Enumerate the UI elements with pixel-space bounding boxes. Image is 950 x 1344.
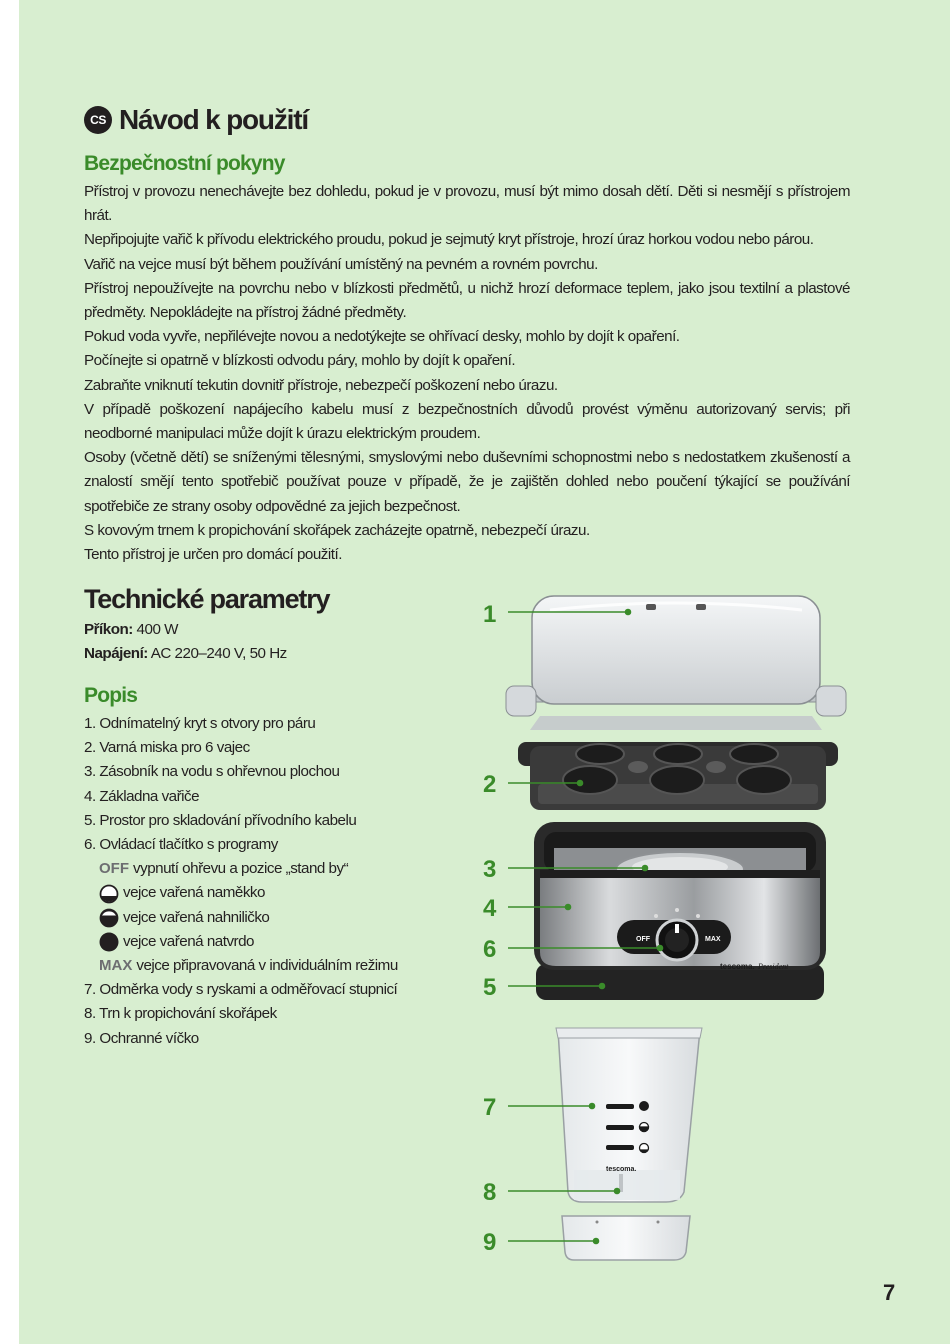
program-hard-text: vejce vařená natvrdo [123, 932, 254, 950]
list-item: 6. Ovládací tlačítko s programy [84, 836, 278, 854]
list-item: 8. Trn k propichování skořápek [84, 1005, 277, 1023]
power-line [84, 618, 444, 642]
callout-5: 5 [483, 974, 497, 1001]
safety-paragraph: Přístroj v provozu nenechávejte bez dohledu, pokud je v provozu, musí být mimo dosah dětí. Děti si nesmějí s přístrojem hrát. [84, 183, 850, 225]
list-item: 2. Varná miska pro 6 vajec [84, 739, 250, 757]
callout-8: 8 [483, 1179, 497, 1206]
safety-paragraph: Vařič na vejce musí být během používání umístěný na pevném a rovném povrchu. [84, 255, 598, 273]
tech-heading: Technické parametry [84, 584, 330, 614]
supply-line [84, 642, 444, 666]
protective-cap-part [562, 1216, 690, 1260]
power-value: 400 W [132, 621, 178, 638]
tech-params [84, 618, 444, 666]
page-title: Návod k použití [119, 104, 308, 135]
callout-7: 7 [483, 1094, 497, 1121]
page-number: 7 [883, 1280, 896, 1305]
program-soft-text: vejce vařená naměkko [123, 884, 265, 902]
language-badge-icon: CS [84, 106, 112, 134]
callout-3: 3 [483, 856, 497, 883]
power-label: Příkon: [84, 621, 133, 638]
callout-9: 9 [483, 1229, 497, 1256]
list-item: 9. Ochranné víčko [84, 1029, 199, 1047]
callout-4: 4 [483, 895, 497, 922]
list-item: 4. Základna vařiče [84, 787, 200, 805]
callout-2: 2 [483, 771, 497, 798]
lid-part [506, 596, 846, 730]
safety-paragraph: V případě poškození napájecího kabelu musí z bezpečnostních důvodů provést výměnu autorizovaný servis; při neodborné manipulaci může dojít k úrazu elektrickým proudem. [84, 400, 850, 443]
page-margin-strip [0, 0, 19, 1344]
safety-paragraph: Přístroj nepoužívejte na povrchu nebo v blízkosti předmětů, u nichž hrozí deformace teplem, jako jsou textilní a plastové předměty. Nepokládejte na přístroj žádné předměty. [84, 279, 850, 322]
medium-egg-icon [99, 908, 119, 928]
egg-tray-part [518, 742, 838, 810]
safety-paragraph: Počínejte si opatrně v blízkosti odvodu páry, mohlo by dojít k opaření. [84, 352, 516, 370]
measuring-cup-part [556, 1028, 702, 1202]
base-part [534, 822, 826, 1000]
brand-line-label: President [758, 962, 789, 971]
safety-paragraph: Nepřipojujte vařič k přívodu elektrického proudu, pokud je sejmutý kryt přístroje, hrozí úraz horkou vodou nebo párou. [84, 231, 814, 249]
safety-instructions [84, 180, 850, 567]
program-max [84, 954, 464, 978]
list-item: 5. Prostor pro skladování přívodního kabelu [84, 811, 357, 829]
supply-value: AC 220–240 V, 50 Hz [147, 645, 287, 663]
program-medium [84, 906, 464, 930]
program-off-text: vypnutí ohřevu a pozice „stand by“ [133, 860, 349, 878]
program-max-text: vejce připravovaná v individuálním režimu [136, 956, 398, 974]
callout-1: 1 [483, 601, 497, 628]
safety-paragraph: S kovovým trnem k propichování skořápek zacházejte opatrně, nebezpečí úrazu. [84, 521, 590, 539]
soft-egg-icon [99, 884, 119, 904]
program-soft [84, 881, 464, 905]
cup-brand-label: tescoma. [606, 1166, 637, 1173]
program-hard [84, 930, 464, 954]
callout-6: 6 [483, 936, 497, 963]
hard-egg-icon [99, 932, 119, 952]
safety-paragraph: Pokud voda vyvře, nepřilévejte novou a nedotýkejte se ohřívací desky, mohlo by dojít k opaření. [84, 328, 680, 346]
safety-paragraph: Zabraňte vniknutí tekutin dovnitř přístroje, nebezpečí poškození nebo úrazu. [84, 376, 558, 394]
safety-paragraph: Tento přístroj je určen pro domácí použití. [84, 546, 342, 564]
off-word: OFF [99, 860, 129, 878]
program-medium-text: vejce vařená nahniličko [123, 908, 270, 926]
list-item: 3. Zásobník na vodu s ohřevnou plochou [84, 763, 340, 781]
egg-cooker-illustration [470, 570, 890, 1270]
brand-label: tescoma. [720, 962, 755, 971]
program-off [84, 857, 464, 881]
description-heading: Popis [84, 684, 138, 707]
max-word: MAX [99, 956, 133, 974]
knob-off-label: OFF [636, 936, 650, 943]
list-item: 1. Odnímatelný kryt s otvory pro páru [84, 715, 316, 732]
knob-max-label: MAX [705, 936, 721, 943]
safety-paragraph: Osoby (včetně dětí) se sníženými tělesnými, smyslovými nebo duševními schopnostmi nebo s nedostatkem zkušeností a znalostí smějí tento spotřebič používat pouze v případě, že je zajištěn dohled nebo poučení týkající se používání spotřebiče ze strany osoby odpovědné za jejich bezpečnost. [84, 449, 850, 515]
parts-list [84, 712, 464, 1051]
supply-label: Napájení: [84, 645, 148, 663]
safety-heading: Bezpečnostní pokyny [84, 152, 285, 175]
list-item: 7. Odměrka vody s ryskami a odměřovací stupnicí [84, 981, 398, 999]
title-row [84, 100, 308, 140]
